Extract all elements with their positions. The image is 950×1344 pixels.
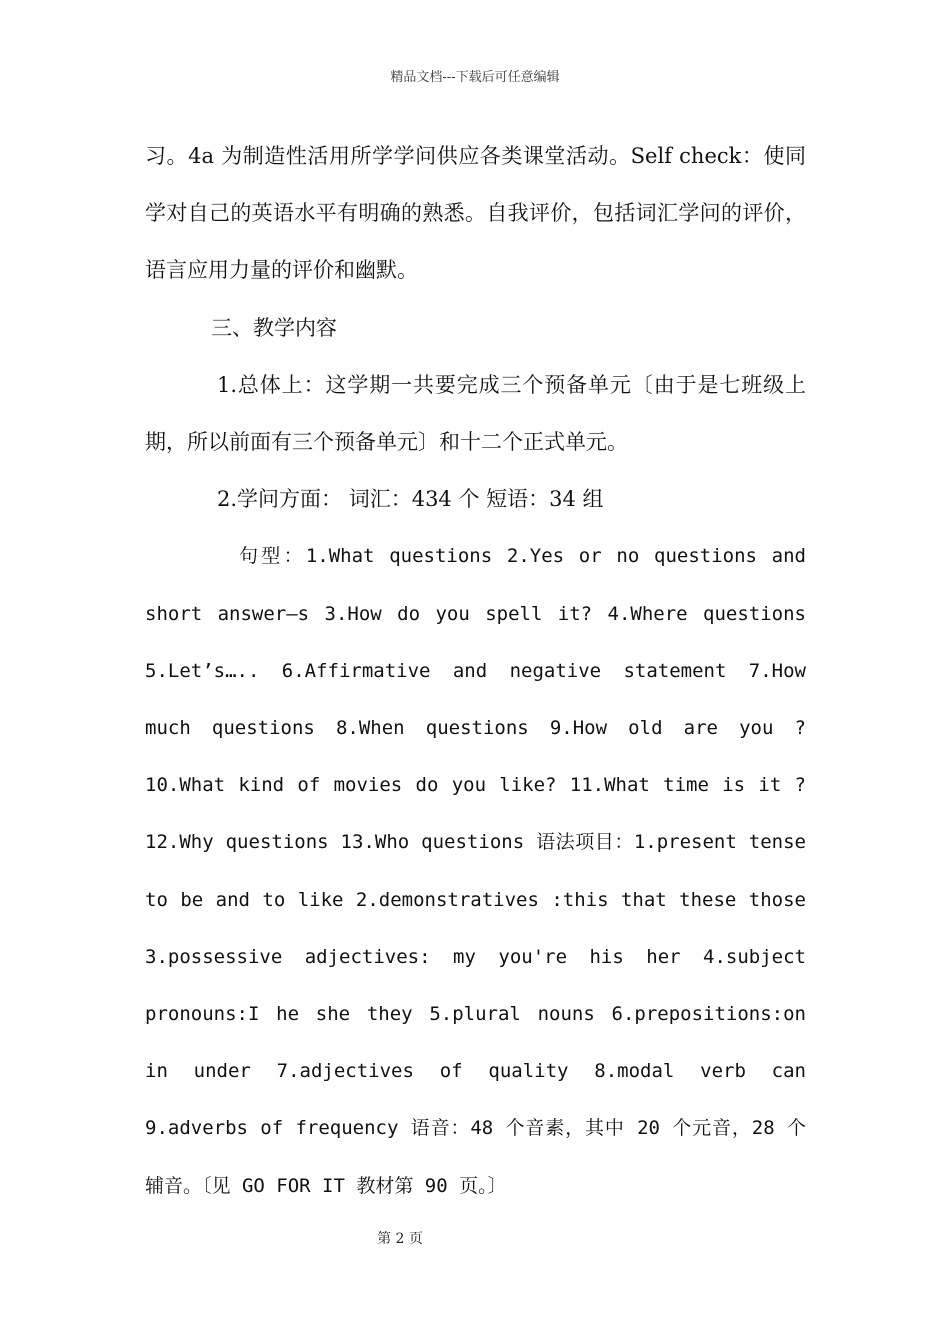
paragraph-self-check: 习。4a 为制造性活用所学学问供应各类课堂活动。Self check：使同学对自己的英语水平有明确的熟悉。自我评价，包括词汇学问的评价，语言应用力量的评价和幽默。 (145, 144, 806, 283)
page-number: 第 2 页 (377, 1231, 423, 1247)
section-title: 三、教学内容 (211, 315, 337, 340)
paragraph-sentence-patterns: 句型：1.What questions 2.Yes or no questions and short answer—s 3.How do you spell it? 4.Where questions 5.Let’s….. 6.Affirmative and negative statement 7.How much questions 8.When questions 9.How old are you ? 10.What kind of movies do you like? 11.What time is it ? 12.Why questions 13.Who questions 语法项目：1.present tense to be and to like 2.demonstratives :this that these those 3.possessive adjectives: my you're his her 4.subject pronouns:I he she they 5.plural nouns 6.prepositions:on in under 7.adjectives of quality 8.modal verb can 9.adverbs of frequency 语音：48 个音素，其中 20 个元音，28 个辅音。〔见 GO FOR IT 教材第 90 页。〕 (145, 545, 806, 1197)
item-overall: 1.总体上：这学期一共要完成三个预备单元〔由于是七班级上期，所以前面有三个预备单元〕和十二个正式单元。 (145, 372, 806, 455)
item-knowledge: 2.学问方面： 词汇：434 个 短语：34 组 (217, 487, 604, 512)
document-body (145, 128, 806, 1215)
page-header: 精品文档---下载后可任意编辑 (390, 70, 560, 85)
